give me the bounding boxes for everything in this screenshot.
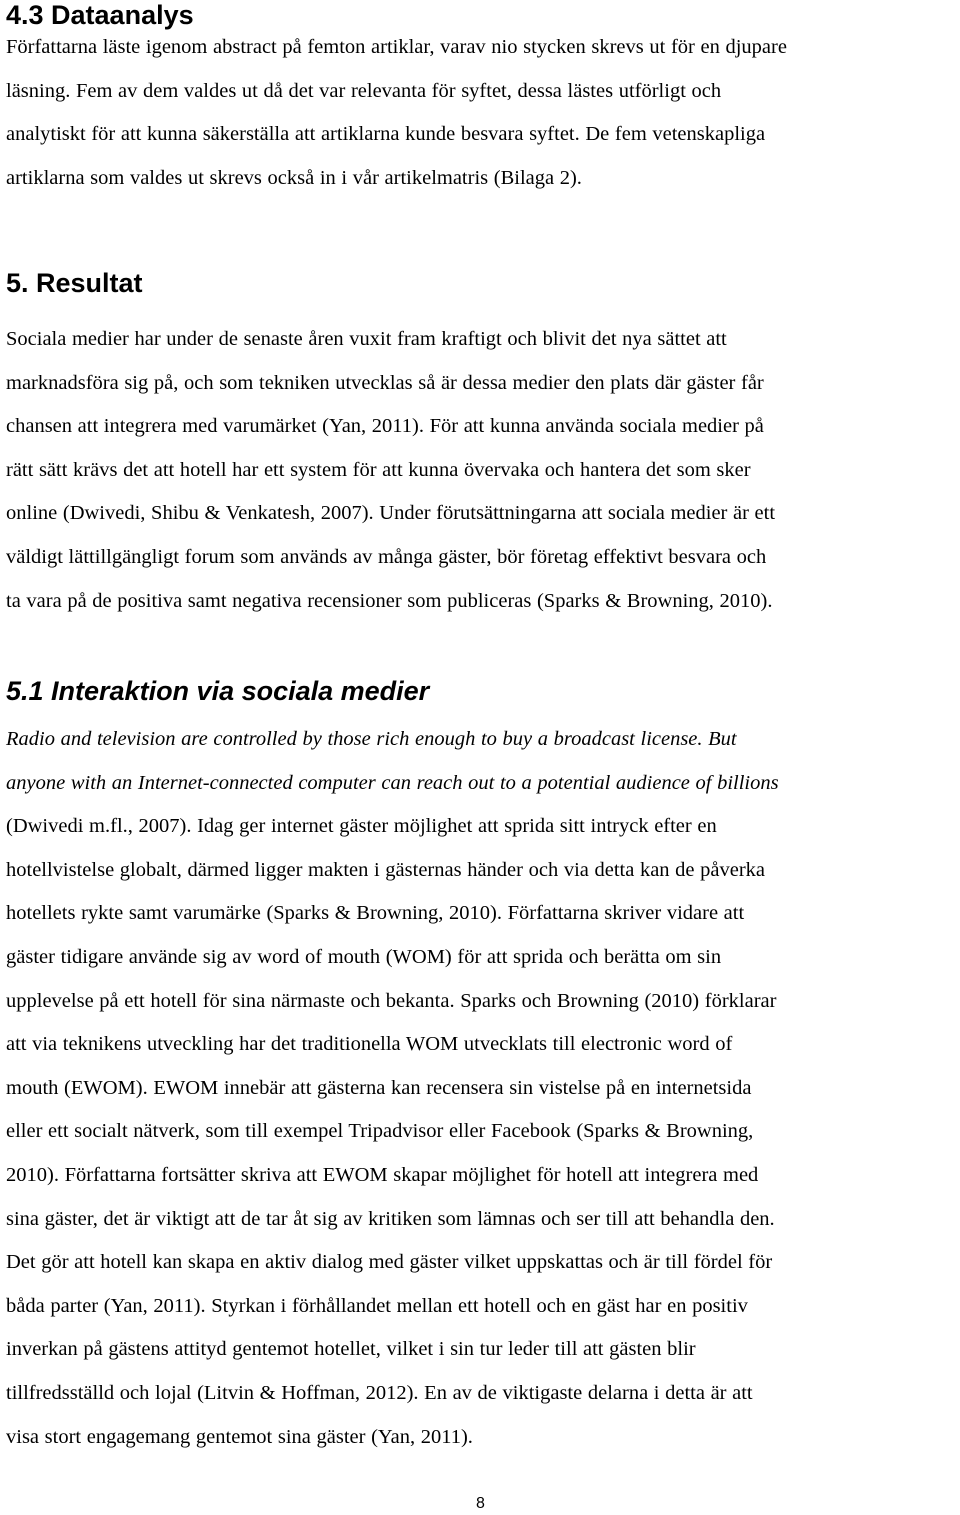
section-heading-resultat: 5. Resultat — [6, 268, 143, 298]
text-line: upplevelse på ett hotell för sina närmaste och bekanta. Sparks och Browning (2010) förklarar — [6, 989, 777, 1012]
text-line: visa stort engagemang gentemot sina gäster (Yan, 2011). — [6, 1425, 473, 1448]
text-line: Det gör att hotell kan skapa en aktiv dialog med gäster vilket uppskattas och är till fördel för — [6, 1251, 773, 1274]
text-line: ta vara på de positiva samt negativa recensioner som publiceras (Sparks & Browning, 2010). — [6, 589, 773, 612]
text-line: tillfredsställd och lojal (Litvin & Hoffman, 2012). En av de viktigaste delarna i detta är att — [6, 1381, 753, 1404]
text-line: sina gäster, det är viktigt att de tar åt sig av kritiken som lämnas och ser till att behandla den. — [6, 1207, 775, 1230]
paragraph-dataanalys — [6, 12, 958, 200]
text-line: analytiskt för att kunna säkerställa att artiklarna kunde besvara syftet. De fem vetenskapliga — [6, 123, 766, 146]
text-line: chansen att integrera med varumärket (Yan, 2011). För att kunna använda sociala medier på — [6, 415, 764, 438]
text-line: marknadsföra sig på, och som tekniken utvecklas så är dessa medier den plats där gäster får — [6, 371, 764, 394]
text-line: mouth (EWOM). EWOM innebär att gästerna kan recensera sin vistelse på en internetsida — [6, 1076, 752, 1099]
citation: (Dwivedi m.fl., 2007). — [6, 815, 198, 838]
text-line — [6, 805, 958, 849]
text-line: läsning. Fem av dem valdes ut då det var relevanta för syftet, dessa lästes utförligt och — [6, 79, 722, 102]
text-line: hotellets rykte samt varumärke (Sparks & Browning, 2010). Författarna skriver vidare att — [6, 902, 745, 925]
quote-line: anyone with an Internet-connected computer can reach out to a potential audience of billions — [6, 771, 779, 794]
text-line: 2010). Författarna fortsätter skriva att EWOM skapar möjlighet för hotell att integrera med — [6, 1163, 759, 1186]
page-number: 8 — [476, 1495, 485, 1512]
text-line: väldigt lättillgängligt forum som används av många gäster, bör företag effektivt besvara och — [6, 545, 767, 568]
subsection-heading-interaktion: 5.1 Interaktion via sociala medier — [6, 676, 430, 706]
text-line: Författarna läste igenom abstract på femton artiklar, varav nio stycken skrevs ut för en djupare — [6, 36, 787, 58]
paragraph-interaktion — [6, 718, 958, 1459]
text-line: rätt sätt krävs det att hotell har ett system för att kunna övervaka och hantera det som sker — [6, 458, 751, 481]
quote-line: Radio and television are controlled by those rich enough to buy a broadcast license. But — [6, 728, 737, 750]
text-line: Sociala medier har under de senaste åren vuxit fram kraftigt och blivit det nya sättet att — [6, 328, 727, 350]
paragraph-resultat — [6, 318, 958, 623]
text-line: online (Dwivedi, Shibu & Venkatesh, 2007). Under förutsättningarna att sociala medier är ett — [6, 502, 776, 525]
text-line: inverkan på gästens attityd gentemot hotellet, vilket i sin tur leder till att gästen blir — [6, 1338, 696, 1361]
text-line: båda parter (Yan, 2011). Styrkan i förhållandet mellan ett hotell och en gäst har en positiv — [6, 1294, 748, 1317]
text-line: hotellvistelse globalt, därmed ligger makten i gästernas händer och via detta kan de påverka — [6, 858, 766, 881]
text-line: gäster tidigare använde sig av word of mouth (WOM) för att sprida och berätta om sin — [6, 945, 722, 968]
text-line: att via teknikens utveckling har det traditionella WOM utvecklats till electronic word of — [6, 1033, 733, 1056]
text-line: artiklarna som valdes ut skrevs också in i vår artikelmatris (Bilaga 2). — [6, 166, 582, 189]
section-heading-dataanalys: 4.3 Dataanalys — [6, 0, 194, 30]
text-line: eller ett socialt nätverk, som till exempel Tripadvisor eller Facebook (Sparks & Browning, — [6, 1120, 754, 1143]
text-segment: Idag ger internet gäster möjlighet att sprida sitt intryck efter en — [197, 815, 717, 838]
